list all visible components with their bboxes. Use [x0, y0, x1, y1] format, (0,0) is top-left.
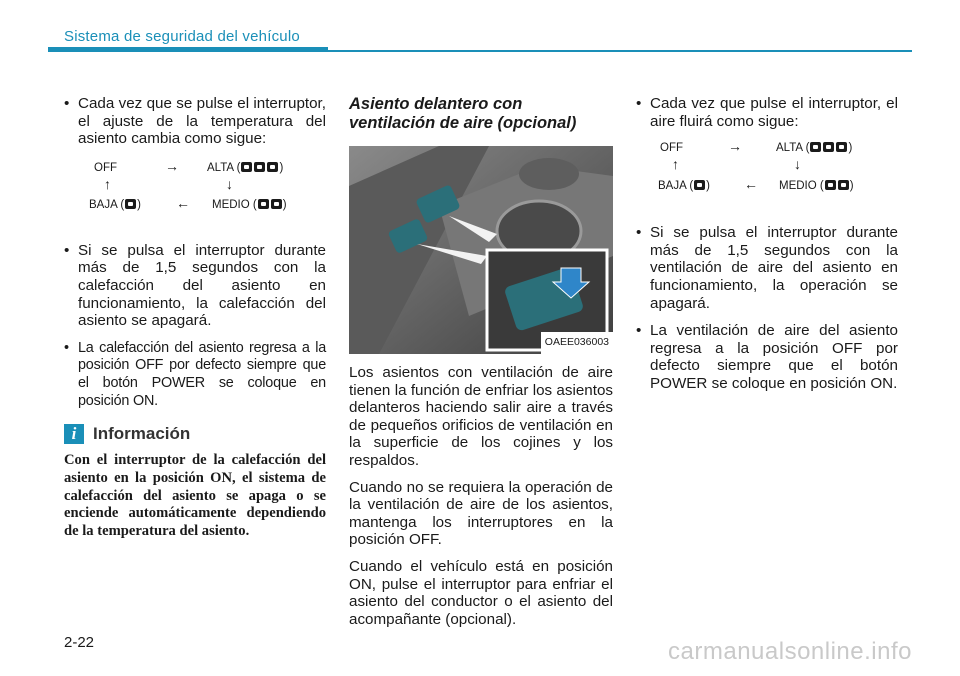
ventilated-seat-heading: Asiento delantero con ventilación de aire (opcional) [349, 95, 577, 132]
ventilation-intro: Los asientos con ventilación de aire tienen la función de enfriar los asientos delanteros haciendo salir aire a través de pequeños orificios de ventilación en la superficie de los cojines y los respaldos. [349, 364, 613, 469]
arrow-right-icon: → [165, 157, 179, 174]
arrow-down-icon: ↓ [226, 175, 233, 192]
arrow-left-icon: ← [744, 176, 758, 193]
medio-label: MEDIO ( [212, 198, 257, 211]
page-number: 2-22 [64, 634, 95, 651]
level-indicator-icon [810, 142, 821, 152]
level-indicator-icon [125, 199, 136, 209]
close-paren: ) [279, 161, 284, 174]
close-paren: ) [848, 142, 853, 155]
section-title: Sistema de seguridad del vehículo [64, 28, 300, 45]
level-indicator-icon [836, 142, 847, 152]
level-indicator-icon [838, 180, 849, 190]
diagram-off-label: OFF [660, 142, 683, 155]
bullet-ventilation-default: • La ventilación de aire del asiento regresa a la posición OFF por defecto siempre que el botón POWER se coloque en posición ON. [636, 322, 898, 392]
header-rule [48, 50, 912, 52]
alta-label: ALTA ( [207, 161, 241, 174]
arrow-up-icon: ↑ [672, 156, 679, 173]
level-indicator-icon [825, 180, 836, 190]
level-indicator-icon [258, 199, 269, 209]
ventilation-cycle-diagram [636, 140, 898, 212]
diagram-medio [212, 197, 287, 215]
diagram-alta [207, 160, 283, 178]
close-paren: ) [282, 198, 287, 211]
column-1 [64, 95, 326, 541]
diagram-medio [779, 178, 854, 196]
ventilated-seat-switch-photo [349, 146, 613, 354]
level-indicator-icon [823, 142, 834, 152]
diagram-alta [776, 140, 852, 158]
ventilation-off-note: Cuando no se requiera la operación de la ventilación de aire de los asientos, mantenga los interruptores en la posición OFF. [349, 478, 613, 549]
watermark: carmanualsonline.info [668, 638, 912, 665]
console-illustration [349, 146, 613, 354]
level-indicator-icon [694, 180, 705, 190]
arrow-down-icon: ↓ [794, 156, 801, 173]
arrow-up-icon: ↑ [104, 175, 111, 192]
info-title: Información [93, 424, 191, 444]
close-paren: ) [137, 198, 141, 211]
column-2 [349, 95, 613, 637]
level-indicator-icon [254, 162, 265, 172]
medio-label: MEDIO ( [779, 180, 824, 193]
level-indicator-icon [267, 162, 278, 172]
baja-label: BAJA ( [658, 180, 694, 193]
baja-label: BAJA ( [89, 198, 125, 211]
info-header [64, 424, 326, 444]
close-paren: ) [849, 180, 854, 193]
diagram-off-label: OFF [94, 161, 117, 174]
heating-cycle-diagram [64, 158, 326, 230]
bullet-ventilation-cycle: • Cada vez que pulse el interruptor, el aire fluirá como sigue: [636, 95, 898, 130]
arrow-left-icon: ← [176, 194, 190, 211]
ventilation-on-instruction: Cuando el vehículo está en posición ON, pulse el interruptor para enfriar el asiento del conductor o el asiento del acompañante (opcional). [349, 557, 613, 628]
diagram-baja [658, 178, 710, 196]
close-paren: ) [706, 180, 710, 193]
bullet-heating-default: • La calefacción del asiento regresa a la posición OFF por defecto siempre que el botón POWER se coloque en posición ON. [64, 340, 326, 410]
diagram-baja [89, 197, 141, 215]
level-indicator-icon [271, 199, 282, 209]
alta-label: ALTA ( [776, 142, 810, 155]
info-icon: i [64, 424, 84, 444]
bullet-heating-cycle: • Cada vez que se pulse el interruptor, el ajuste de la temperatura del asiento cambia como sigue: [64, 95, 326, 148]
level-indicator-icon [241, 162, 252, 172]
column-3 [636, 95, 898, 403]
arrow-right-icon: → [728, 138, 742, 155]
bullet-heating-long-press: • Si se pulsa el interruptor durante más de 1,5 segundos con la calefacción del asiento en funcionamiento, la calefacción del asiento se apagará. [64, 242, 326, 330]
info-text: Con el interruptor de la calefacción del asiento en la posición ON, el sistema de calefacción del asiento se apaga o se enciende automáticamente dependiendo de la temperatura del asiento. [64, 452, 326, 539]
image-code: OAEE036003 [541, 332, 613, 354]
bullet-ventilation-long-press: • Si se pulsa el interruptor durante más de 1,5 segundos con la ventilación de aire del asiento en funcionamiento, la operación se apagará. [636, 224, 898, 312]
